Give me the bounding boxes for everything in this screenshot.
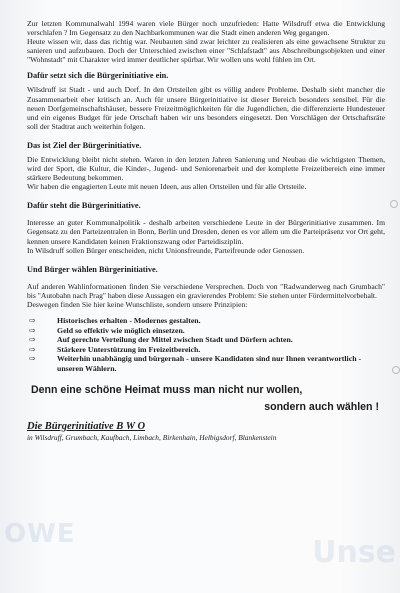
arrow-right-icon: ⇨ <box>29 325 36 335</box>
principle-item <box>27 335 385 345</box>
principle-text: Auf gerechte Verteilung der Mittel zwischen Stadt und Dörfern achten. <box>57 335 293 345</box>
scan-mark <box>392 366 400 374</box>
section-text-commitment: Wilsdruff ist Stadt - und auch Dorf. In den Ortsteilen gibt es völlig andere Probleme. Deshalb sieht mancher die Zusammenarbeit eher kritisch an. Auch für unsere Bürgerinitiative ist dieser Bereich besonders sensibel. Für die neuen Dorfgemeinschaftshäuser, bessere Freizeitmöglichkeiten für die Jugendlichen, die differenzierte Hundesteuer und ein eigenes Budget für jede Ortschaft haben wir uns besonders eingesetzt. Den Vorschlägen der Ortschaftsräte soll der Stadtrat auch weiterhin folgen. <box>27 85 385 131</box>
section-text-stands-for-2: In Wilsdruff sollen Bürger entscheiden, nicht Unionsfreunde, Parteifreunde oder Genossen. <box>27 245 305 255</box>
principle-text: Geld so effektiv wie möglich einsetzen. <box>57 325 185 335</box>
principle-text: Stärkere Unterstützung im Freizeitbereich. <box>57 344 201 354</box>
principle-text: Historisches erhalten - Modernes gestalten. <box>57 315 201 325</box>
section-text-stands-for: Interesse an guter Kommunalpolitik - deshalb arbeiten verschiedene Leute in der Bürgerinitiative zusammen. Im Gegensatz zu den Parteizentralen in Bonn, Berlin und Dresden, denen es vor allem um die Parteipräsenz vor Ort geht, kennen unsere Kandidaten keinen Fraktionszwang oder Parteidisziplin. <box>27 218 385 246</box>
principle-text: Weiterhin unabhängig und bürgernah - unsere Kandidaten sind nur Ihnen verantwortlich - unseren Wählern. <box>57 354 362 373</box>
arrow-right-icon: ⇨ <box>29 315 36 325</box>
intro-paragraph-2: Heute wissen wir, dass das richtig war. Neubauten sind zwar leichter zu realisieren als eine gewachsene Struktur zu sanieren und aufzubauen. Doch der Unterschied zwischen einer "Schlafstadt" aus Abschreibungsobjekten und einer "Wohnstadt" mit Charakter wird immer deutlicher spürbar. Wir wollen uns wohl fühlen im Ort. <box>27 37 385 65</box>
principles-list <box>27 316 385 374</box>
section-text-goal-2: Wir haben die engagierten Leute mit neuen Ideen, aus allen Ortsteilen und für alle Ortsteile. <box>27 182 307 192</box>
flyer-content <box>27 19 385 442</box>
principle-item <box>27 316 385 326</box>
section-text-voters-2: Deswegen finden Sie hier keine Wunschliste, sondern unsere Prinzipien: <box>27 299 248 309</box>
section-text-goal: Die Entwicklung bleibt nicht stehen. Waren in den letzten Jahren Sanierung und Neubau die wichtigsten Themen, wird der Sport, die Kultur, die Kinder-, Jugend- und Seniorenarbeit und der komplette Freizeitbereich eine immer stärkere Bedeutung bekommen. <box>27 154 385 183</box>
slogan-line-2: sondern auch wählen ! <box>264 400 379 413</box>
section-heading-voters: Und Bürger wählen Bürgerinitiative. <box>27 264 158 274</box>
scan-mark <box>390 200 398 208</box>
principle-item <box>27 345 385 355</box>
section-heading-stands-for: Dafür steht die Bürgerinitiative. <box>27 201 141 211</box>
intro-paragraph-1: Zur letzten Kommunalwahl 1994 waren viele Bürger noch unzufrieden: Hatte Wilsdruff etwa die Entwicklung verschlafen ? Im Gegensatz zu den Nachbarkommunen war die Stadt einen anderen Weg gegangen. <box>27 19 385 38</box>
section-text-voters: Auf anderen Wahlinformationen finden Sie verschiedene Versprechen. Doch von "Radwanderweg nach Grumbach" bis "Autobahn nach Prag" haben diese Aussagen ein gravierendes Problem: Sie stehen unter Fördermittelvorbehalt. <box>27 281 385 300</box>
signature-name: Die Bürgerinitiative B W O <box>27 420 146 432</box>
background-watermark <box>4 515 396 577</box>
section-heading-commitment: Dafür setzt sich die Bürgerinitiative ein. <box>27 71 169 81</box>
arrow-right-icon: ⇨ <box>29 354 36 364</box>
section-heading-goal: Das ist Ziel der Bürgerinitiative. <box>27 140 142 150</box>
signature-places: in Wilsdruff, Grumbach, Kaufbach, Limbach, Birkenhain, Helbigsdorf, Blankenstein <box>27 432 277 442</box>
watermark-left: OWE <box>4 519 76 549</box>
slogan-line-1: Denn eine schöne Heimat muss man nicht nur wollen, <box>31 383 303 396</box>
arrow-right-icon: ⇨ <box>29 335 36 345</box>
principle-item <box>27 354 385 373</box>
arrow-right-icon: ⇨ <box>29 344 36 354</box>
watermark-right: Unse <box>312 535 396 570</box>
principle-item <box>27 326 385 336</box>
